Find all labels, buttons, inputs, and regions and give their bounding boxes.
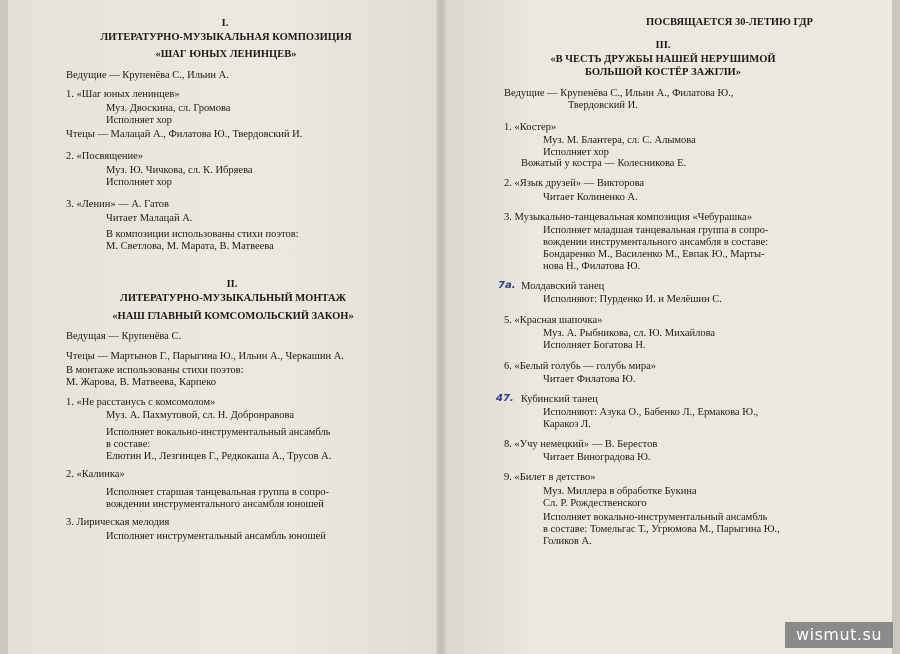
s3-item-4-title: Молдавский танец: [521, 281, 605, 292]
s1-item-1-title: 1. «Шаг юных ленинцев»: [66, 89, 180, 100]
s3-item-5-line: Муз. А. Рыбникова, сл. Ю. Михайлова: [543, 328, 716, 339]
s3-item-9-title: 9. «Билет в детство»: [504, 472, 596, 483]
s3-item-5-line: Исполняет Богатова Н.: [543, 340, 646, 351]
section-3-hosts: Твердовский И.: [568, 100, 638, 111]
s3-item-1-line: Вожатый у костра — Колесникова Е.: [521, 158, 687, 169]
s2-item-1-line: Елютин И., Лезгинцев Г., Редкокаша А., Трусов А.: [106, 451, 332, 462]
s3-item-5-title: 5. «Красная шапочка»: [504, 315, 603, 326]
s3-item-2-line: Читает Колиненко А.: [543, 192, 638, 203]
s2-item-1-line: Муз. А. Пахмутовой, сл. Н. Добронравова: [106, 410, 295, 421]
section-1-title: ЛИТЕРАТУРНО-МУЗЫКАЛЬНАЯ КОМПОЗИЦИЯ: [100, 32, 352, 43]
s2-item-2-title: 2. «Калинка»: [66, 469, 125, 480]
s3-item-8-title: 8. «Учу немецкий» — В. Берестов: [504, 439, 658, 450]
page-fold: [436, 0, 446, 654]
s3-item-9-line: Исполняет вокально-инструментальный ансамбль: [543, 512, 768, 523]
section-3-subtitle: БОЛЬШОЙ КОСТЁР ЗАЖГЛИ»: [585, 67, 741, 78]
s3-item-4-line: Исполняют: Пурденко И. и Мелёшин С.: [543, 294, 722, 305]
section-3-number: III.: [655, 40, 671, 51]
left-page: [8, 0, 436, 654]
s2-item-2-line: вождении инструментального ансамбля юношей: [106, 499, 324, 510]
section-1-number: I.: [221, 18, 229, 29]
section-3-hosts: Ведущие — Крупенёва С., Ильин А., Филатова Ю.,: [504, 88, 734, 99]
section-2-note: В монтаже использованы стихи поэтов:: [66, 365, 244, 376]
s1-item-2-line: Муз. Ю. Чичкова, сл. К. Ибряева: [106, 165, 253, 176]
s1-item-2-line: Исполняет хор: [106, 177, 172, 188]
s3-item-9-line: Сл. Р. Рождественского: [543, 498, 647, 509]
s2-item-1-line: в составе:: [106, 439, 151, 450]
s3-item-6-line: Читает Филатова Ю.: [543, 374, 636, 385]
s3-item-1-line: Исполняет хор: [543, 147, 609, 158]
watermark: wismut.su: [785, 622, 893, 648]
s2-item-2-line: Исполняет старшая танцевальная группа в сопро-: [106, 487, 329, 498]
s3-item-9-line: Муз. Миллера в обработке Букина: [543, 486, 697, 497]
s3-item-6-title: 6. «Белый голубь — голубь мира»: [504, 361, 657, 372]
s3-item-9-line: Голиков А.: [543, 536, 592, 547]
s2-item-1-line: Исполняет вокально-инструментальный ансамбль: [106, 427, 331, 438]
s3-item-3-title: 3. Музыкально-танцевальная композиция «Чебурашка»: [504, 212, 753, 223]
handwritten-number: 7а.: [498, 280, 516, 291]
s3-item-8-line: Читает Виноградова Ю.: [543, 452, 651, 463]
section-2-title: ЛИТЕРАТУРНО-МУЗЫКАЛЬНЫЙ МОНТАЖ: [120, 293, 346, 304]
s1-item-3-line: В композиции использованы стихи поэтов:: [106, 229, 299, 240]
section-2-subtitle: «НАШ ГЛАВНЫЙ КОМСОМОЛЬСКИЙ ЗАКОН»: [112, 311, 354, 322]
s2-item-3-line: Исполняет инструментальный ансамбль юношей: [106, 531, 326, 542]
dedication: ПОСВЯЩАЕТСЯ 30-ЛЕТИЮ ГДР: [646, 17, 813, 28]
section-2-host: Ведущая — Крупенёва С.: [66, 331, 182, 342]
s3-item-3-line: Исполняет младшая танцевальная группа в сопро-: [543, 225, 769, 236]
s3-item-9-line: в составе: Томельгас Т., Угрюмова М., Парыгина Ю.,: [543, 524, 780, 535]
s1-item-3-line: М. Светлова, М. Марата, В. Матвеева: [106, 241, 274, 252]
right-page: [446, 0, 892, 654]
s3-item-1-line: Муз. М. Блантера, сл. С. Алымова: [543, 135, 696, 146]
s3-item-1-title: 1. «Костер»: [504, 122, 557, 133]
handwritten-number: 47.: [496, 393, 514, 404]
s3-item-7-title: Кубинский танец: [521, 394, 598, 405]
section-2-note: М. Жарова, В. Матвеева, Карпеко: [66, 377, 217, 388]
s3-item-7-line: Каракоз Л.: [543, 419, 591, 430]
s1-item-1-line: Исполняет хор: [106, 115, 172, 126]
section-2-readers: Чтецы — Мартынов Г., Парыгина Ю., Ильин А., Черкашин А.: [66, 351, 344, 362]
s2-item-1-title: 1. «Не расстанусь с комсомолом»: [66, 397, 216, 408]
s1-item-1-line: Муз. Двоскина, сл. Громова: [106, 103, 231, 114]
s3-item-3-line: нова Н., Филатова Ю.: [543, 261, 641, 272]
s2-item-3-title: 3. Лирическая мелодия: [66, 517, 170, 528]
s3-item-3-line: вождении инструментального ансамбля в составе:: [543, 237, 769, 248]
s1-item-3-line: Читает Малацай А.: [106, 213, 193, 224]
s3-item-3-line: Бондаренко М., Василенко М., Евпак Ю., Марты-: [543, 249, 765, 260]
section-3-title: «В ЧЕСТЬ ДРУЖБЫ НАШЕЙ НЕРУШИМОЙ: [550, 54, 776, 65]
section-1-subtitle: «ШАГ ЮНЫХ ЛЕНИНЦЕВ»: [155, 49, 297, 60]
s1-item-2-title: 2. «Посвящение»: [66, 151, 144, 162]
s1-item-3-title: 3. «Ленин» — А. Гатов: [66, 199, 170, 210]
section-2-number: II.: [226, 279, 238, 290]
section-1-hosts: Ведущие — Крупенёва С., Ильин А.: [66, 70, 229, 81]
s3-item-2-title: 2. «Язык друзей» — Викторова: [504, 178, 645, 189]
section-1-readers: Чтецы — Малацай А., Филатова Ю., Твердовский И.: [66, 129, 303, 140]
s3-item-7-line: Исполняют: Азука О., Бабенко Л., Ермакова Ю.,: [543, 407, 759, 418]
